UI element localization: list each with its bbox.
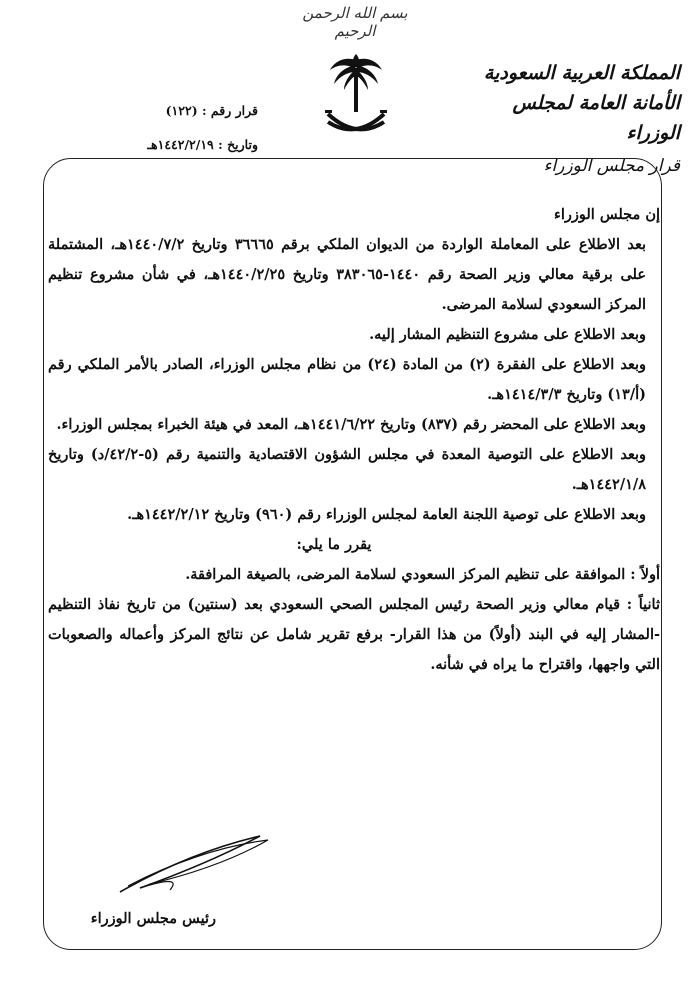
paragraph: وبعد الاطلاع على مشروع التنظيم المشار إليه. bbox=[369, 326, 646, 343]
palm-swords-emblem-icon bbox=[322, 52, 390, 144]
decision-date: وتاريخ : ١٤٤٢/٢/١٩هـ bbox=[147, 137, 258, 152]
decision-body bbox=[48, 200, 660, 680]
paragraph: بعد الاطلاع على المعاملة الواردة من الديوان الملكي برقم ٣٦٦٦٥ وتاريخ ١٤٤٠/٧/٢هـ، المشتملة على برقية معالي وزير الصحة رقم ١٤٤٠-٣٨٣٠٦٥ وتاريخ ١٤٤٠/٢/٢٥هـ، في شأن مشروع تنظيم المركز السعودي لسلامة المرضى. bbox=[48, 236, 646, 313]
item-second: ثانياً : قيام معالي وزير الصحة رئيس المجلس الصحي السعودي بعد (سنتين) من تاريخ نفاذ التنظيم -المشار إليه في البند (أولاً) من هذا القرار- برفع تقرير شامل عن نتائج المركز وأعماله والصعوبات التي واجهها، واقتراح ما يراه في شأنه. bbox=[48, 596, 660, 673]
paragraph: وبعد الاطلاع على التوصية المعدة في مجلس الشؤون الاقتصادية والتنمية رقم (٥-٤٢/٢/د) وتاريخ ١٤٤٢/١/٨هـ. bbox=[48, 446, 647, 493]
paragraph: وبعد الاطلاع على الفقرة (٢) من المادة (٢٤) من نظام مجلس الوزراء، الصادر بالأمر الملكي رقم (أ/١٣) وتاريخ ١٤١٤/٣/٣هـ. bbox=[48, 356, 646, 403]
decision-reference bbox=[108, 94, 258, 162]
signer-title: رئيس مجلس الوزراء bbox=[90, 910, 216, 927]
resolves-heading: يقرر ما يلي: bbox=[296, 536, 372, 553]
paragraph: وبعد الاطلاع على المحضر رقم (٨٣٧) وتاريخ ١٤٤١/٦/٢٢هـ، المعد في هيئة الخبراء بمجلس الوزراء. bbox=[56, 416, 646, 433]
basmala: بسم الله الرحمن الرحيم bbox=[302, 4, 408, 40]
secretariat-name: الأمانة العامة لمجلس الوزراء bbox=[512, 92, 680, 144]
kingdom-name: المملكة العربية السعودية bbox=[483, 62, 680, 84]
signature-icon bbox=[110, 830, 280, 900]
paragraph: وبعد الاطلاع على توصية اللجنة العامة لمجلس الوزراء رقم (٩٦٠) وتاريخ ١٤٤٢/٢/١٢هـ. bbox=[127, 506, 646, 523]
salutation: إن مجلس الوزراء bbox=[554, 206, 660, 223]
document-type: قرار مجلس الوزراء bbox=[543, 156, 680, 176]
decision-number: قرار رقم : (١٢٢) bbox=[165, 103, 258, 118]
item-first: أولاً : الموافقة على تنظيم المركز السعودي لسلامة المرضى، بالصيغة المرافقة. bbox=[185, 566, 660, 583]
